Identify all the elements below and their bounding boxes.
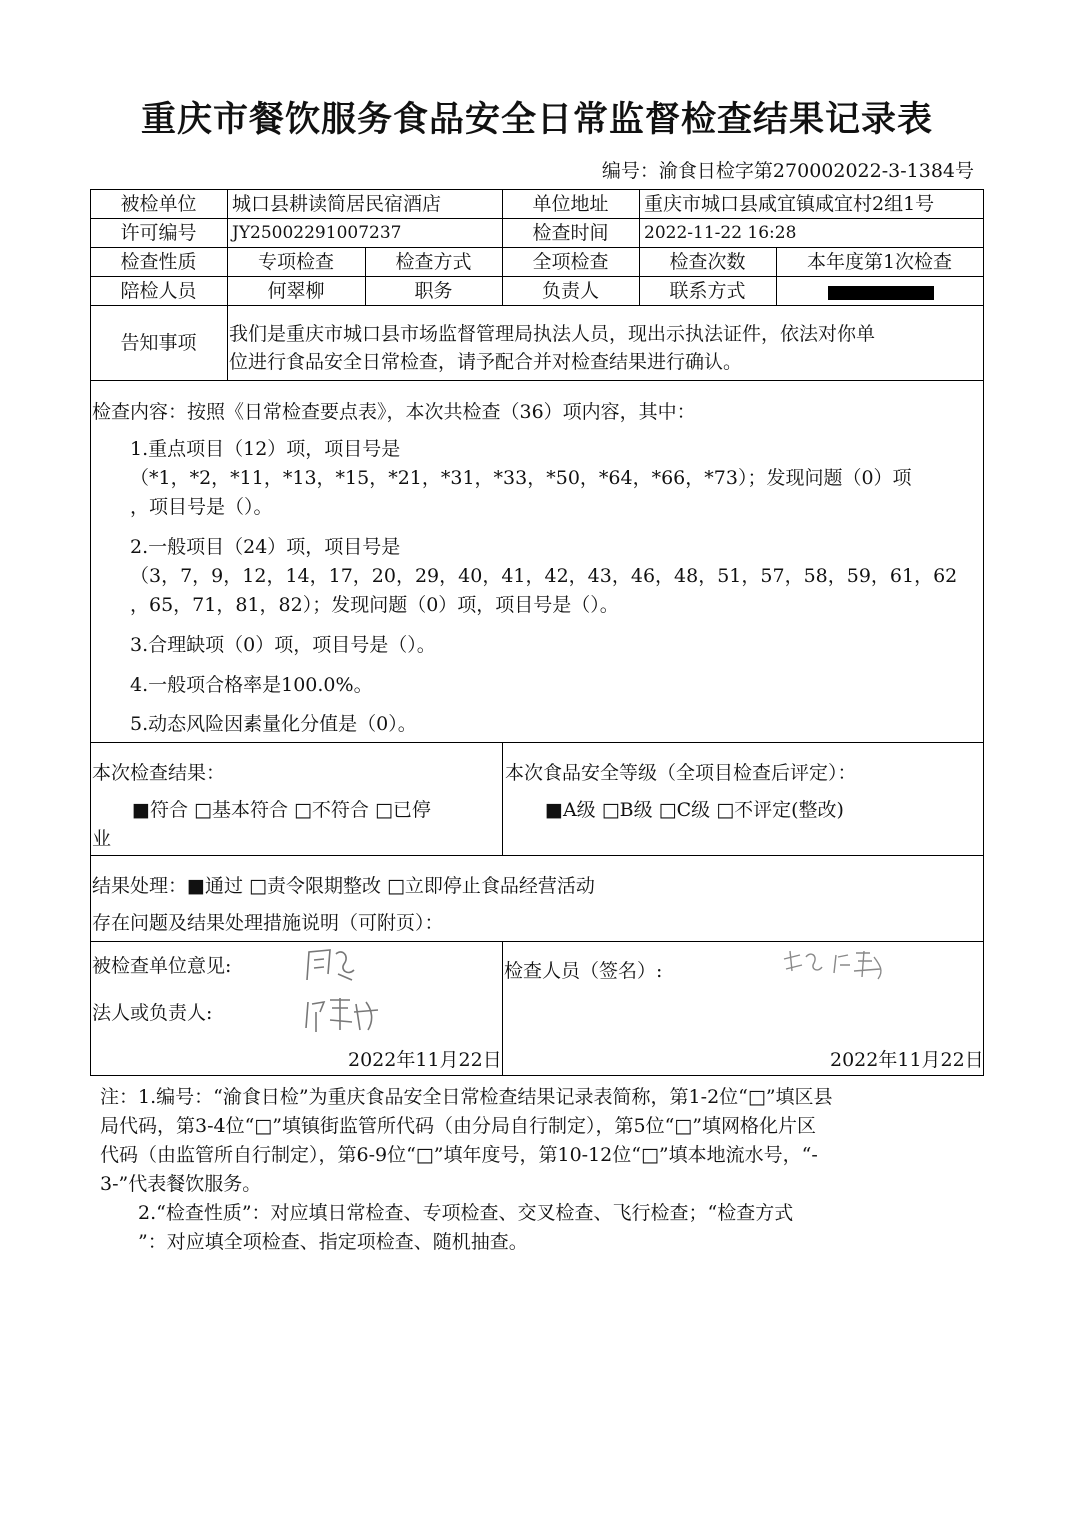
inspection-time-label: 检查时间 xyxy=(532,222,609,244)
unit-sign-date: 2022年11月22日 xyxy=(348,1049,502,1071)
redacted-contact xyxy=(828,286,934,300)
content-intro: 检查内容：按照《日常检查要点表》，本次共检查（36）项内容，其中： xyxy=(92,401,696,423)
escort-value: 何翠柳 xyxy=(267,280,325,302)
footnote-line-4: 3-”代表餐饮服务。 xyxy=(100,1173,262,1195)
license-value: JY25002291007237 xyxy=(232,223,402,243)
reasonable-missing-items: 3.合理缺项（0）项，项目号是（）。 xyxy=(130,634,436,656)
page-title: 重庆市餐饮服务食品安全日常监督检查结果记录表 xyxy=(140,100,933,140)
notice-label: 告知事项 xyxy=(120,332,197,354)
legal-person-label: 法人或负责人: xyxy=(92,1002,213,1024)
address-label: 单位地址 xyxy=(532,193,609,215)
nature-value: 专项检查 xyxy=(257,251,334,273)
risk-score: 5.动态风险因素量化分值是（0）。 xyxy=(130,713,417,735)
footnote-line-5: 2.“检查性质”：对应填日常检查、专项检查、交叉检查、飞行检查；“检查方式 xyxy=(138,1202,794,1224)
unit-opinion-label: 被检查单位意见: xyxy=(92,955,232,977)
result-options: ■符合 □基本符合 □不符合 □已停 xyxy=(132,799,431,821)
inspector-signature-label: 检查人员（签名）: xyxy=(504,960,663,982)
inspected-unit-value: 城口县耕读简居民宿酒店 xyxy=(232,193,442,215)
method-value: 全项检查 xyxy=(532,251,609,273)
grade-label: 本次食品安全等级（全项目检查后评定）： xyxy=(505,762,857,784)
key-items-heading: 1.重点项目（12）项，项目号是 xyxy=(130,438,401,460)
contact-label: 联系方式 xyxy=(669,280,746,302)
footnote-line-2: 局代码，第3-4位“□”填镇街监管所代码（由分局自行制定），第5位“□”填网格化片区 xyxy=(100,1115,816,1137)
general-items-heading: 2.一般项目（24）项，项目号是 xyxy=(130,536,401,558)
grade-options: ■A级 □B级 □C级 □不评定(整改) xyxy=(545,799,844,821)
handling-result: 结果处理：■通过 □责令限期整改 □立即停止食品经营活动 xyxy=(92,875,595,897)
opinion-handwriting xyxy=(302,944,357,986)
inspected-unit-label: 被检单位 xyxy=(120,193,197,215)
record-form xyxy=(90,189,984,1075)
license-label: 许可编号 xyxy=(120,222,197,244)
result-label: 本次检查结果： xyxy=(92,762,226,784)
footnote-line-6: ”：对应填全项检查、指定项检查、随机抽查。 xyxy=(138,1231,528,1253)
key-items-result: ，项目号是（）。 xyxy=(130,496,273,518)
footnote-line-3: 代码（由监管所自行制定），第6-9位“□”填年度号，第10-12位“□”填本地流水号，“- xyxy=(100,1144,818,1166)
position-label: 职务 xyxy=(414,280,453,302)
count-label: 检查次数 xyxy=(669,251,746,273)
escort-label: 陪检人员 xyxy=(120,280,197,302)
position-value: 负责人 xyxy=(541,280,599,302)
key-items-list: （*1，*2，*11，*13，*15，*21，*31，*33，*50，*64，*66，*73）；发现问题（0）项 xyxy=(130,467,912,489)
footnote-line-1: 注：1.编号：“渝食日检”为重庆食品安全日常检查结果记录表简称，第1-2位“□”填区县 xyxy=(100,1086,833,1108)
address-value: 重庆市城口县咸宜镇咸宜村2组1号 xyxy=(644,193,935,215)
inspector-signatures xyxy=(780,947,890,983)
legal-person-signature xyxy=(302,994,382,1036)
document-number: 编号：渝食日检字第270002022-3-1384号 xyxy=(601,160,974,182)
result-options-wrap: 业 xyxy=(92,828,112,850)
method-label: 检查方式 xyxy=(395,251,472,273)
general-items-result: ，65，71，81，82）；发现问题（0）项，项目号是（）。 xyxy=(130,594,619,616)
nature-label: 检查性质 xyxy=(120,251,197,273)
notice-line-2: 位进行食品安全日常检查，请予配合并对检查结果进行确认。 xyxy=(229,351,743,373)
inspector-sign-date: 2022年11月22日 xyxy=(830,1049,984,1071)
general-items-list: （3，7，9，12，14，17，20，29，40，41，42，43，46，48，51，57，58，59，61，62 xyxy=(130,565,958,587)
problems-description: 存在问题及结果处理措施说明（可附页）： xyxy=(92,912,444,934)
pass-rate: 4.一般项合格率是100.0%。 xyxy=(130,674,373,696)
inspection-time-value: 2022-11-22 16:28 xyxy=(644,223,797,243)
notice-line-1: 我们是重庆市城口县市场监督管理局执法人员，现出示执法证件，依法对你单 xyxy=(229,323,876,345)
count-value: 本年度第1次检查 xyxy=(806,251,953,273)
